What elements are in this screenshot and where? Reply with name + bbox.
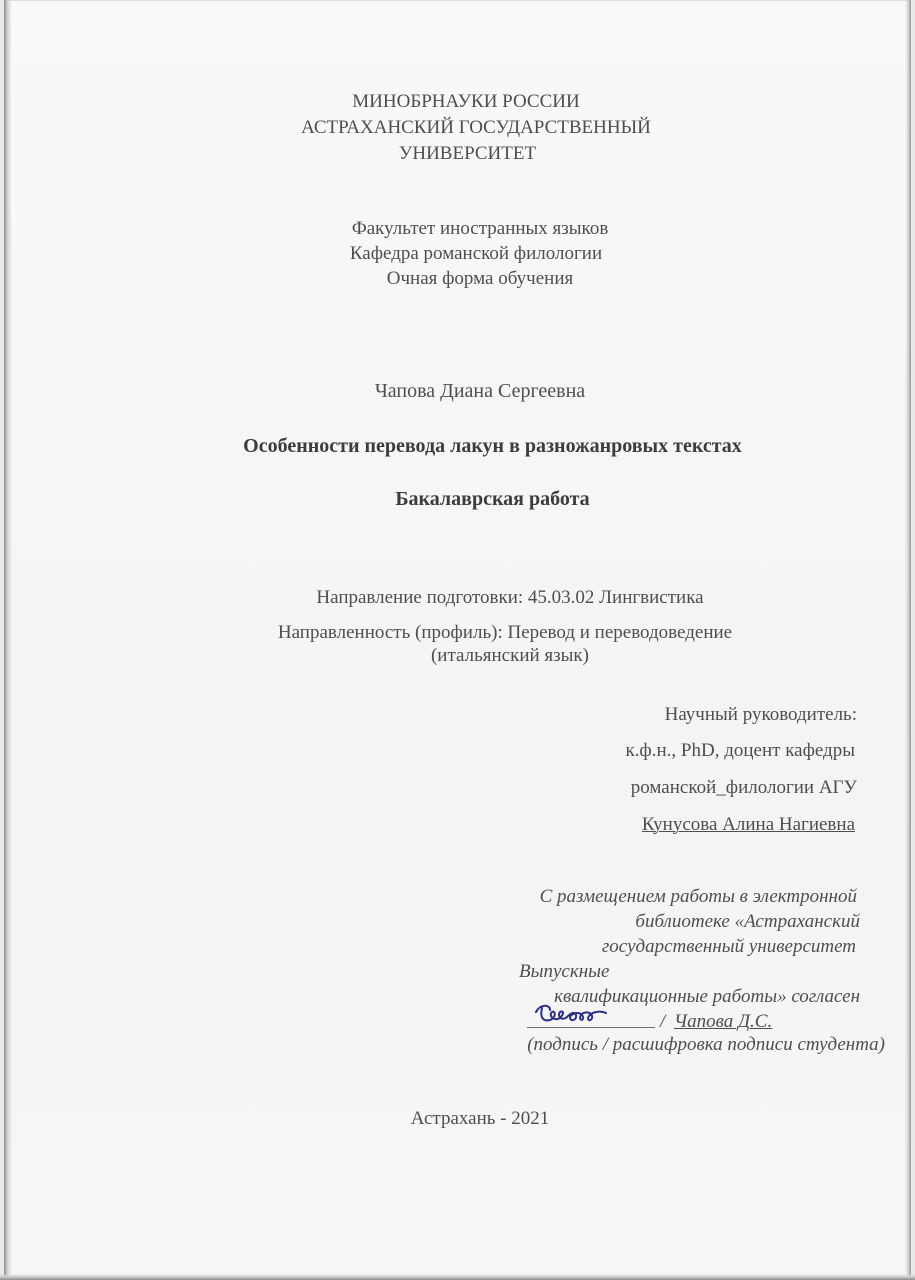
- consent-line-5: квалификационные работы» согласен: [554, 986, 860, 1007]
- consent-line-4: Выпускные: [519, 961, 610, 982]
- ministry-line: МИНОБРНАУКИ РОССИИ: [352, 91, 580, 112]
- supervisor-degree: к.ф.н., PhD, доцент кафедры: [625, 740, 855, 761]
- page-edge-shadow-bottom: [0, 1274, 915, 1280]
- supervisor-name: Кунусова Алина Нагиевна: [641, 814, 855, 835]
- faculty-line: Факультет иностранных языков: [351, 218, 609, 239]
- supervisor-department: романской_филологии АГУ: [630, 777, 857, 798]
- signature-separator: /: [660, 1011, 666, 1032]
- consent-line-3: государственный университет: [601, 936, 856, 957]
- thesis-title: Особенности перевода лакун в разножанровых текстах: [243, 435, 742, 457]
- profile-line-2: (итальянский язык): [430, 645, 589, 666]
- university-line-2: УНИВЕРСИТЕТ: [398, 143, 537, 164]
- direction-line: Направление подготовки: 45.03.02 Лингвистика: [316, 587, 704, 608]
- consent-line-2: библиотеке «Астраханский: [635, 911, 860, 932]
- chair-line: Кафедра романской филологии: [349, 243, 603, 264]
- city-year: Астрахань - 2021: [410, 1108, 550, 1129]
- signature-caption: (подпись / расшифровка подписи студента): [527, 1034, 885, 1055]
- handwritten-signature: [530, 1000, 620, 1030]
- profile-line-1: Направленность (профиль): Перевод и переводоведение: [277, 622, 733, 643]
- student-decoded-signature: Чапова Д.С.: [674, 1011, 773, 1032]
- supervisor-label: Научный руководитель:: [664, 704, 857, 725]
- student-name: Чапова Диана Сергеевна: [374, 380, 586, 402]
- consent-line-1: С размещением работы в электронной: [539, 886, 857, 907]
- study-form-line: Очная форма обучения: [386, 268, 574, 289]
- university-line-1: АСТРАХАНСКИЙ ГОСУДАРСТВЕННЫЙ: [301, 117, 651, 138]
- work-type: Бакалаврская работа: [395, 488, 590, 510]
